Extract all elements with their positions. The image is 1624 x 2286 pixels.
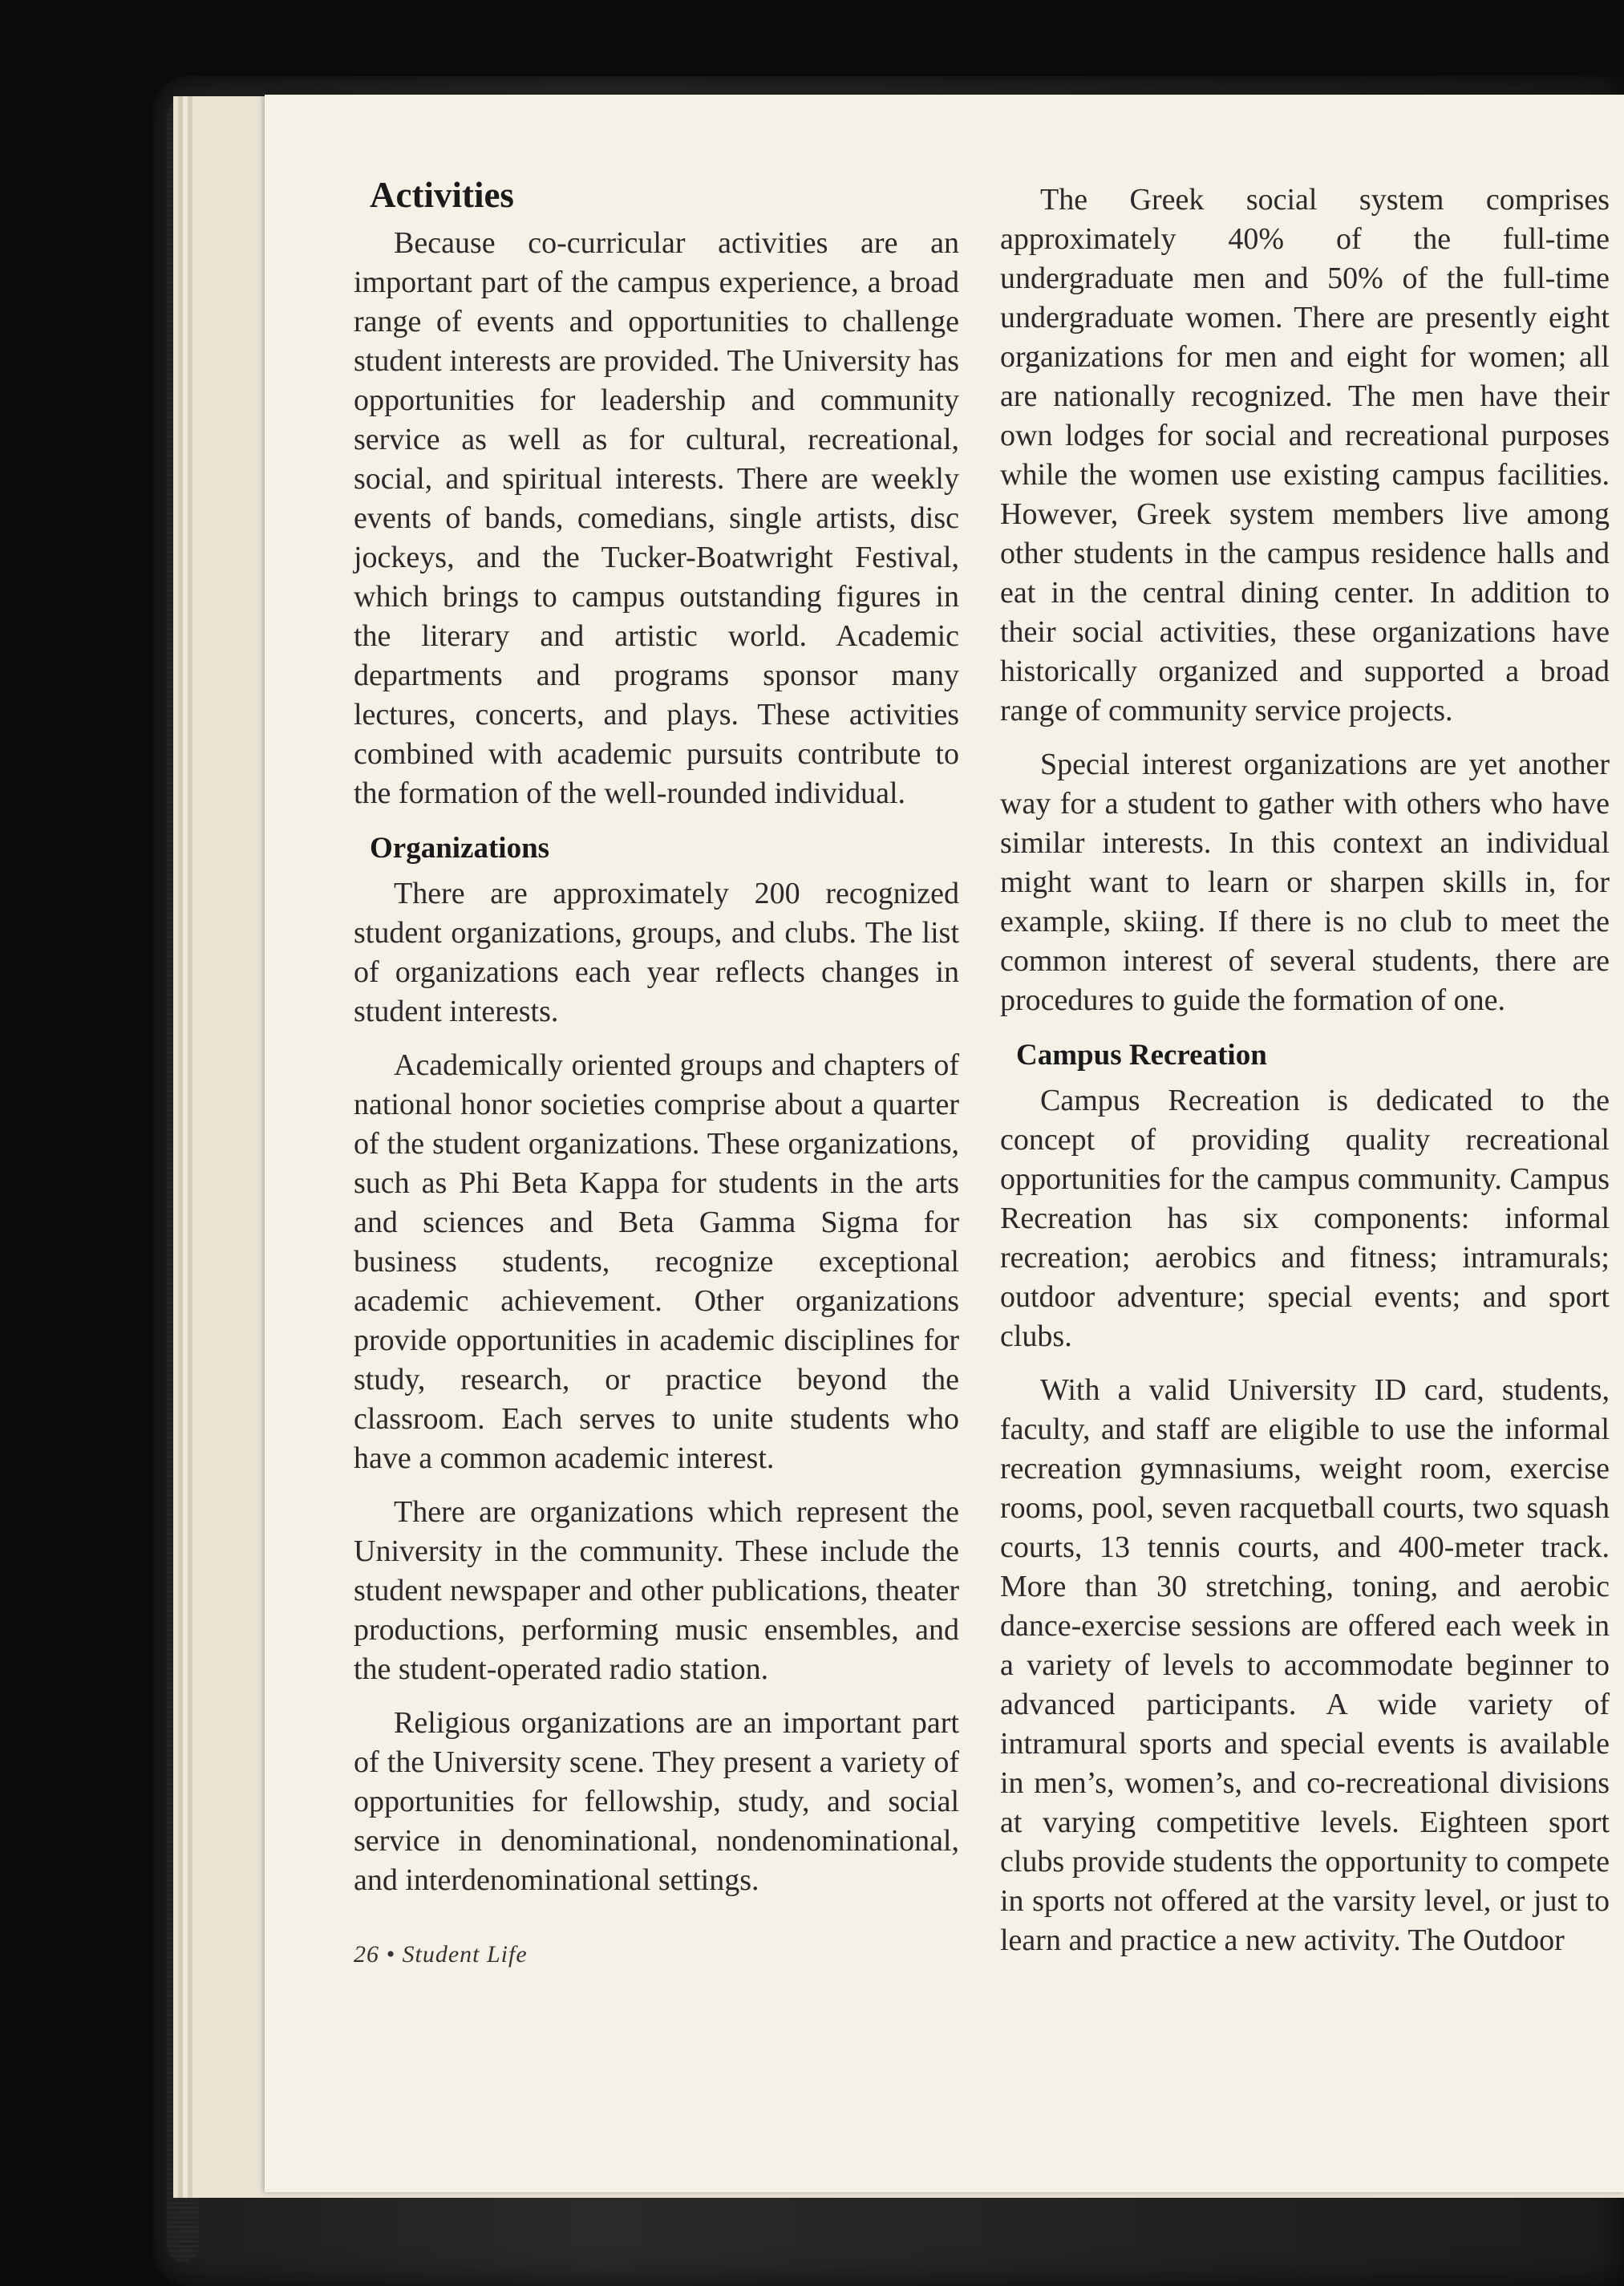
paragraph: Campus Recreation is dedicated to the concept of providing quality recreational opportunities for the campus community. Campus Recreation has six components: informal recreation; aerobics and fitness; intramurals; outdoor adventure; special events; and sport clubs. bbox=[1000, 1084, 1610, 1353]
footer-separator: • bbox=[386, 1941, 396, 1968]
paragraph: Because co-curricular activities are an important part of the campus experience, a broad range of events and opportunities to challenge student interests are provided. The University has opportunities for leadership and community service as well as for cultural, recreational, social, and spiritual interests. There are weekly events of bands, comedians, single artists, disc jockeys, and the Tucker-Boatwright Festival, which brings to campus outstanding figures in the literary and artistic world. Academic departments and programs sponsor many lectures, concerts, and plays. These activities combined with academic pursuits contribute to the formation of the well-rounded individual. bbox=[354, 226, 959, 810]
right-column bbox=[1000, 180, 1610, 1975]
heading-campus-recreation: Campus Recreation bbox=[1016, 1039, 1267, 1072]
footer-section: Student Life bbox=[402, 1941, 528, 1968]
paragraph: Special interest organizations are yet another way for a student to gather with others who have similar interests. In this context an individual might want to learn or sharpen skills in, for example, skiing. If there is no club to meet the common interest of several students, there are procedures to guide the formation of one. bbox=[1000, 748, 1610, 1017]
paragraph: There are approximately 200 recognized student organizations, groups, and clubs. The list of organizations each year reflects changes in student interests. bbox=[354, 877, 959, 1028]
paragraph: Academically oriented groups and chapters of national honor societies comprise about a quarter of the student organizations. These organizations, such as Phi Beta Kappa for students in the arts and sciences and Beta Gamma Sigma for business students, recognize exceptional academic achievement. Other organizations provide opportunities in academic disciplines for study, research, or practice beyond the classroom. Each serves to unite students who have a common academic interest. bbox=[354, 1048, 959, 1475]
paragraph: There are organizations which represent the University in the community. These include the student newspaper and other publications, theater productions, performing music ensembles, and the student-operated radio station. bbox=[354, 1495, 959, 1686]
heading-organizations: Organizations bbox=[370, 832, 550, 865]
paragraph: With a valid University ID card, students, faculty, and staff are eligible to use the informal recreation gymnasiums, weight room, exercise rooms, pool, seven racquetball courts, two squash courts, 13 tennis courts, and 400-meter track. More than 30 stretching, toning, and aerobic dance-exercise sessions are offered each week in a variety of levels to accommodate beginner to advanced participants. A wide variety of intramural sports and special events is available in men’s, women’s, and co-recreational divisions at varying competitive levels. Eighteen sport clubs provide students the opportunity to compete in sports not offered at the varsity level, or just to learn and practice a new activity. The Outdoor bbox=[1000, 1373, 1610, 1957]
left-column bbox=[354, 172, 959, 1915]
page-number: 26 bbox=[354, 1941, 379, 1968]
paragraph: The Greek social system comprises approximately 40% of the full-time undergraduate men and 50% of the full-time undergraduate women. There are presently eight organizations for men and eight for women; all are nationally recognized. The men have their own lodges for social and recreational purposes while the women use existing campus facilities. However, Greek system members live among other students in the campus residence halls and eat in the central dining center. In addition to their social activities, these organizations have historically organized and supported a broad range of community service projects. bbox=[1000, 183, 1610, 728]
paragraph: Religious organizations are an important part of the University scene. They present a variety of opportunities for fellowship, study, and social service in denominational, nondenominational, and interdenominational settings. bbox=[354, 1706, 959, 1897]
heading-activities: Activities bbox=[370, 175, 514, 215]
page-footer bbox=[354, 1941, 528, 1968]
